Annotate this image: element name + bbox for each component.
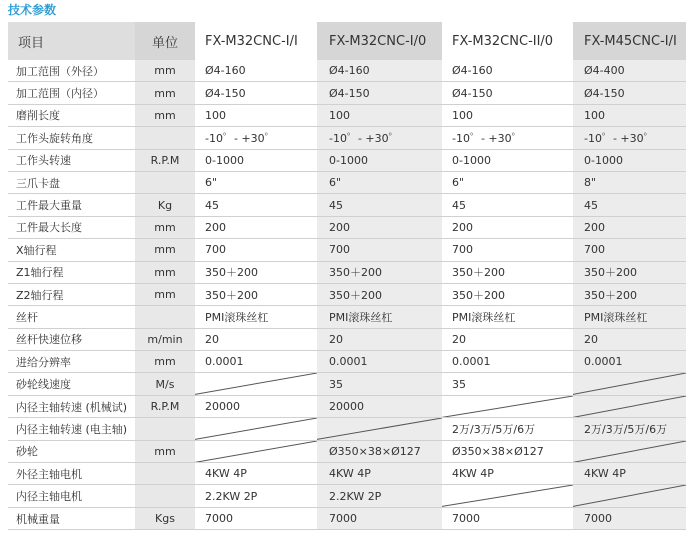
row-value: 7000 <box>317 508 442 529</box>
table-row <box>8 60 686 82</box>
row-value: 35 <box>317 373 442 394</box>
row-value: 350＋200 <box>317 284 442 305</box>
row-value: 0.0001 <box>442 351 573 372</box>
header-model-1: FX-M32CNC-I/I <box>195 22 317 60</box>
row-value: 20 <box>317 329 442 350</box>
row-value: 6" <box>442 172 573 193</box>
row-unit <box>135 418 195 439</box>
table-row <box>8 351 686 373</box>
diagonal-slash-icon <box>442 485 573 506</box>
row-value: 6" <box>195 172 317 193</box>
row-value: 100 <box>317 105 442 126</box>
row-value: 6" <box>317 172 442 193</box>
row-value: 4KW 4P <box>573 463 686 484</box>
row-value: 20000 <box>317 396 442 417</box>
row-item-label: Z1轴行程 <box>8 262 135 283</box>
table-row <box>8 485 686 507</box>
not-applicable-cell <box>573 373 686 394</box>
not-applicable-cell <box>195 418 317 439</box>
row-unit: m/min <box>135 329 195 350</box>
row-item-label: 工件最大长度 <box>8 217 135 238</box>
row-value: 7000 <box>573 508 686 529</box>
diagonal-slash-icon <box>573 396 686 417</box>
row-value: PMI滚珠丝杠 <box>317 306 442 327</box>
row-value: 35 <box>442 373 573 394</box>
row-item-label: 加工范围（外径） <box>8 60 135 81</box>
row-item-label: 丝杆快速位移 <box>8 329 135 350</box>
row-unit <box>135 485 195 506</box>
not-applicable-cell <box>442 396 573 417</box>
row-item-label: 丝杆 <box>8 306 135 327</box>
table-row <box>8 239 686 261</box>
not-applicable-cell <box>317 418 442 439</box>
row-value: 20000 <box>195 396 317 417</box>
row-item-label: 外径主轴电机 <box>8 463 135 484</box>
row-value: 0-1000 <box>317 150 442 171</box>
row-value: 0-1000 <box>195 150 317 171</box>
table-row <box>8 127 686 149</box>
row-item-label: 内径主轴转速 (电主轴) <box>8 418 135 439</box>
not-applicable-cell <box>573 441 686 462</box>
row-value: Ø350×38×Ø127 <box>317 441 442 462</box>
row-item-label: 工作头旋转角度 <box>8 127 135 148</box>
table-row <box>8 396 686 418</box>
row-value: 45 <box>195 194 317 215</box>
row-unit: mm <box>135 441 195 462</box>
row-unit: M/s <box>135 373 195 394</box>
row-unit: mm <box>135 82 195 103</box>
table-row <box>8 306 686 328</box>
row-value: Ø4-400 <box>573 60 686 81</box>
diagonal-slash-icon <box>573 373 686 394</box>
row-value: PMI滚珠丝杠 <box>195 306 317 327</box>
table-row <box>8 463 686 485</box>
row-unit <box>135 127 195 148</box>
row-value: 0-1000 <box>573 150 686 171</box>
not-applicable-cell <box>195 441 317 462</box>
row-item-label: 工件最大重量 <box>8 194 135 215</box>
row-value: 4KW 4P <box>442 463 573 484</box>
row-value: 8" <box>573 172 686 193</box>
row-value: PMI滚珠丝杠 <box>573 306 686 327</box>
row-value: 45 <box>442 194 573 215</box>
header-model-2: FX-M32CNC-I/0 <box>317 22 442 60</box>
row-item-label: 加工范围（内径） <box>8 82 135 103</box>
row-unit: mm <box>135 217 195 238</box>
row-value: 700 <box>442 239 573 260</box>
row-value: 45 <box>317 194 442 215</box>
row-value: Ø4-150 <box>317 82 442 103</box>
row-item-label: 砂轮线速度 <box>8 373 135 394</box>
row-value: 350＋200 <box>573 262 686 283</box>
row-value: 200 <box>317 217 442 238</box>
diagonal-slash-icon <box>195 418 317 439</box>
row-value: 350＋200 <box>317 262 442 283</box>
row-value: PMI滚珠丝杠 <box>442 306 573 327</box>
row-value: 2.2KW 2P <box>317 485 442 506</box>
row-item-label: X轴行程 <box>8 239 135 260</box>
row-item-label: 工作头转速 <box>8 150 135 171</box>
row-value: 0.0001 <box>195 351 317 372</box>
row-value: -10゜- +30゜ <box>442 127 573 148</box>
row-value: Ø4-150 <box>573 82 686 103</box>
row-unit: mm <box>135 60 195 81</box>
row-value: 20 <box>442 329 573 350</box>
row-unit: R.P.M <box>135 150 195 171</box>
row-item-label: 进给分辨率 <box>8 351 135 372</box>
row-value: 700 <box>573 239 686 260</box>
row-value: -10゜- +30゜ <box>317 127 442 148</box>
row-unit: Kg <box>135 194 195 215</box>
row-value: 4KW 4P <box>317 463 442 484</box>
row-value: 2万/3万/5万/6万 <box>442 418 573 439</box>
table-header-row <box>8 22 686 60</box>
not-applicable-cell <box>442 485 573 506</box>
header-model-3: FX-M32CNC-II/0 <box>442 22 573 60</box>
row-value: Ø4-160 <box>442 60 573 81</box>
row-value: 2万/3万/5万/6万 <box>573 418 686 439</box>
row-value: 2.2KW 2P <box>195 485 317 506</box>
row-value: Ø350×38×Ø127 <box>442 441 573 462</box>
table-row <box>8 373 686 395</box>
row-unit: mm <box>135 262 195 283</box>
row-item-label: 三爪卡盘 <box>8 172 135 193</box>
row-value: 20 <box>195 329 317 350</box>
diagonal-slash-icon <box>573 485 686 506</box>
header-model-4: FX-M45CNC-I/I <box>573 22 686 60</box>
diagonal-slash-icon <box>317 418 442 439</box>
row-value: Ø4-160 <box>317 60 442 81</box>
row-unit: mm <box>135 284 195 305</box>
row-value: 200 <box>195 217 317 238</box>
row-value: 100 <box>573 105 686 126</box>
row-value: 45 <box>573 194 686 215</box>
row-unit <box>135 172 195 193</box>
table-row <box>8 329 686 351</box>
header-unit: 单位 <box>135 22 195 60</box>
diagonal-slash-icon <box>195 373 317 394</box>
row-unit: mm <box>135 351 195 372</box>
table-row <box>8 194 686 216</box>
row-value: 350＋200 <box>195 284 317 305</box>
table-row <box>8 441 686 463</box>
section-title: 技术参数 <box>8 3 57 17</box>
row-value: 7000 <box>195 508 317 529</box>
row-value: Ø4-150 <box>195 82 317 103</box>
row-value: 700 <box>195 239 317 260</box>
diagonal-slash-icon <box>573 441 686 462</box>
row-value: 0-1000 <box>442 150 573 171</box>
row-unit: mm <box>135 239 195 260</box>
spec-table <box>8 22 686 530</box>
row-value: Ø4-160 <box>195 60 317 81</box>
row-value: 7000 <box>442 508 573 529</box>
row-value: 20 <box>573 329 686 350</box>
row-value: -10゜- +30゜ <box>195 127 317 148</box>
row-value: 350＋200 <box>442 284 573 305</box>
row-value: 350＋200 <box>442 262 573 283</box>
header-item: 项目 <box>8 22 135 60</box>
diagonal-slash-icon <box>442 396 573 417</box>
table-row <box>8 508 686 530</box>
diagonal-slash-icon <box>195 441 317 462</box>
table-row <box>8 217 686 239</box>
row-value: 0.0001 <box>317 351 442 372</box>
table-row <box>8 284 686 306</box>
not-applicable-cell <box>573 485 686 506</box>
table-row <box>8 418 686 440</box>
row-unit: mm <box>135 105 195 126</box>
row-value: 4KW 4P <box>195 463 317 484</box>
not-applicable-cell <box>573 396 686 417</box>
table-row <box>8 82 686 104</box>
row-value: 200 <box>573 217 686 238</box>
row-item-label: 砂轮 <box>8 441 135 462</box>
row-value: 100 <box>195 105 317 126</box>
row-value: 700 <box>317 239 442 260</box>
table-row <box>8 262 686 284</box>
row-item-label: 机械重量 <box>8 508 135 529</box>
row-value: Ø4-150 <box>442 82 573 103</box>
table-row <box>8 172 686 194</box>
row-unit: R.P.M <box>135 396 195 417</box>
row-unit <box>135 306 195 327</box>
row-unit <box>135 463 195 484</box>
row-item-label: 磨削长度 <box>8 105 135 126</box>
row-unit: Kgs <box>135 508 195 529</box>
row-item-label: Z2轴行程 <box>8 284 135 305</box>
row-value: -10゜- +30゜ <box>573 127 686 148</box>
not-applicable-cell <box>195 373 317 394</box>
row-value: 350＋200 <box>573 284 686 305</box>
table-row <box>8 150 686 172</box>
row-value: 100 <box>442 105 573 126</box>
row-item-label: 内径主轴电机 <box>8 485 135 506</box>
row-value: 200 <box>442 217 573 238</box>
row-value: 0.0001 <box>573 351 686 372</box>
row-item-label: 内径主轴转速 (机械试) <box>8 396 135 417</box>
table-row <box>8 105 686 127</box>
row-value: 350＋200 <box>195 262 317 283</box>
